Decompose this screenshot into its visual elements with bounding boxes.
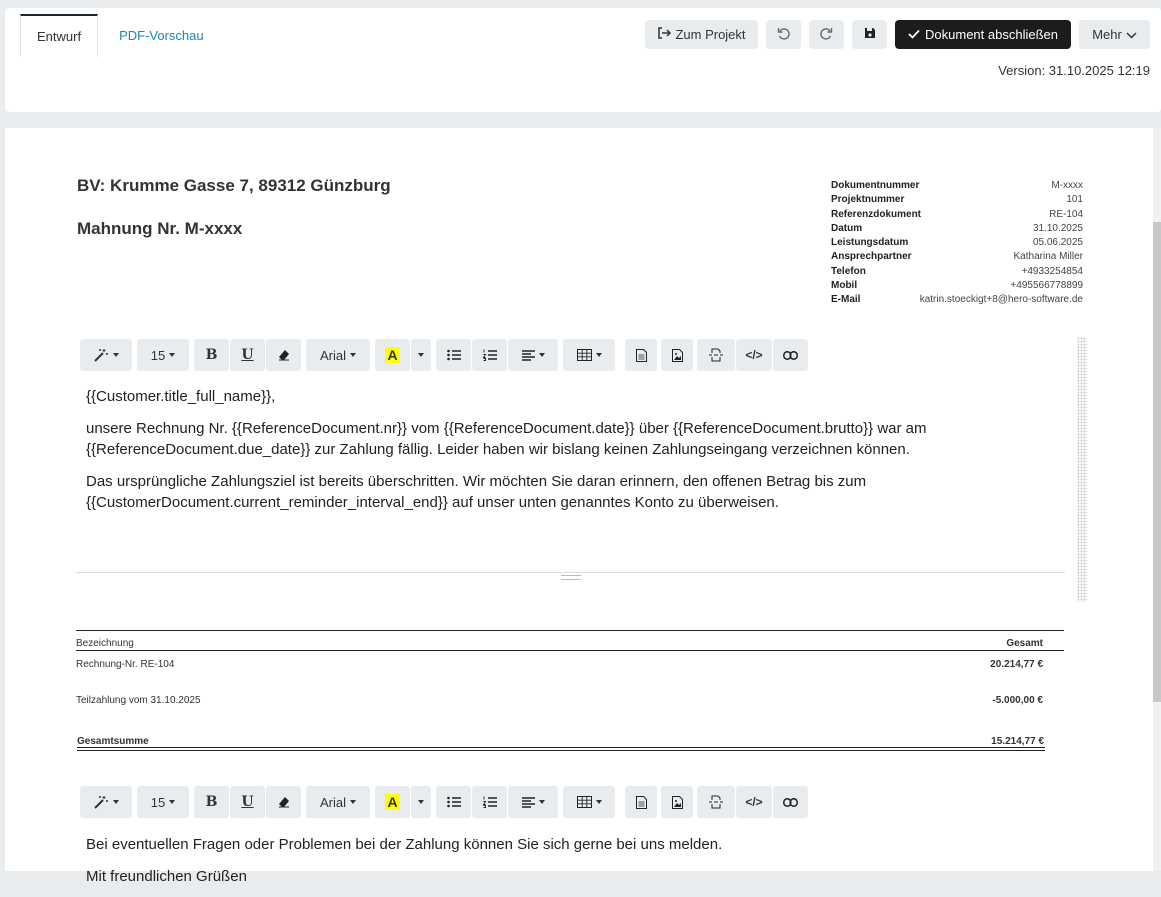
meta-row bbox=[831, 222, 1083, 236]
editor-resize-handle[interactable] bbox=[561, 575, 581, 580]
font-size-dropdown[interactable] bbox=[137, 339, 189, 371]
align-left-icon bbox=[522, 350, 535, 361]
source-code-button[interactable] bbox=[736, 339, 772, 371]
meta-row bbox=[831, 265, 1083, 279]
document-meta-table bbox=[831, 179, 1083, 308]
tab-draft-label: Entwurf bbox=[37, 29, 82, 44]
eraser-icon bbox=[278, 796, 290, 808]
table-icon bbox=[577, 349, 592, 361]
underline-button[interactable] bbox=[230, 786, 265, 818]
editor-paragraph: Bei eventuellen Fragen oder Problemen bei der Zahlung können Sie sich gerne bei uns melden. bbox=[86, 836, 723, 853]
page-break-icon bbox=[709, 795, 723, 809]
insert-document-button[interactable] bbox=[625, 786, 657, 818]
highlight-color-button[interactable] bbox=[375, 339, 410, 371]
sum-label: Gesamtsumme bbox=[77, 736, 149, 747]
highlight-color-icon: A bbox=[387, 794, 398, 810]
column-header-description: Bezeichnung bbox=[76, 638, 134, 649]
bullet-list-icon bbox=[447, 349, 461, 361]
editor-paragraph: {{Customer.title_full_name}}, bbox=[86, 388, 276, 405]
file-image-icon bbox=[672, 796, 683, 809]
bullet-list-button[interactable] bbox=[436, 339, 471, 371]
source-code-button[interactable] bbox=[736, 786, 772, 818]
sum-rule-bottom bbox=[77, 750, 1045, 751]
table-header-rule bbox=[76, 650, 1064, 651]
font-size-value: 15 bbox=[150, 794, 166, 810]
insert-document-button[interactable] bbox=[625, 339, 657, 371]
underline-icon: U bbox=[241, 347, 254, 363]
code-icon: </> bbox=[745, 348, 763, 362]
meta-row bbox=[831, 279, 1083, 293]
to-project-button[interactable] bbox=[645, 20, 758, 49]
table-row-description: Rechnung-Nr. RE-104 bbox=[76, 659, 175, 670]
align-left-icon bbox=[522, 797, 535, 808]
editor-resize-grip[interactable] bbox=[1077, 337, 1087, 602]
eraser-icon bbox=[278, 349, 290, 361]
meta-value: M-xxxx bbox=[1051, 180, 1083, 191]
eraser-button[interactable] bbox=[266, 339, 301, 371]
meta-value: +495566778899 bbox=[1010, 280, 1083, 292]
table-top-rule bbox=[76, 630, 1064, 631]
meta-key: Referenzdokument bbox=[831, 208, 922, 220]
redo-button[interactable] bbox=[809, 20, 844, 49]
closing-text-editor[interactable] bbox=[86, 834, 1046, 897]
bold-icon: B bbox=[205, 347, 218, 363]
bold-button[interactable] bbox=[194, 339, 229, 371]
insert-image-button[interactable] bbox=[661, 786, 693, 818]
chevron-down-icon bbox=[1126, 27, 1137, 42]
meta-row bbox=[831, 236, 1083, 250]
meta-row bbox=[831, 293, 1083, 307]
insert-link-button[interactable] bbox=[773, 339, 808, 371]
file-text-icon bbox=[636, 796, 647, 809]
sum-total: 15.214,77 € bbox=[991, 736, 1044, 747]
underline-icon: U bbox=[241, 794, 254, 810]
file-text-icon bbox=[636, 349, 647, 362]
floppy-disk-icon bbox=[864, 27, 876, 42]
more-menu-button[interactable] bbox=[1079, 20, 1150, 49]
link-icon bbox=[783, 798, 798, 807]
table-row-total: -5.000,00 € bbox=[992, 695, 1043, 706]
editor-paragraph: Das ursprüngliche Zahlungsziel ist bereits überschritten. Wir möchten Sie daran erinnern, den offenen Betrag bis zum {{CustomerDocument.current_reminder_interval_end}} auf unser unten genanntes Konto zu überweisen. bbox=[86, 472, 867, 511]
meta-value: katrin.stoeckigt+8@hero-software.de bbox=[919, 294, 1083, 306]
magic-wand-dropdown[interactable] bbox=[80, 339, 132, 371]
meta-key: Mobil bbox=[831, 280, 858, 292]
sign-out-icon bbox=[657, 27, 671, 42]
table-dropdown[interactable] bbox=[563, 339, 615, 371]
undo-button[interactable] bbox=[766, 20, 801, 49]
insert-link-button[interactable] bbox=[773, 786, 808, 818]
eraser-button[interactable] bbox=[266, 786, 301, 818]
tab-draft[interactable] bbox=[20, 14, 98, 57]
align-dropdown[interactable] bbox=[508, 339, 558, 371]
scrollbar-thumb[interactable] bbox=[1153, 222, 1161, 702]
font-size-value: 15 bbox=[150, 347, 166, 363]
numbered-list-icon bbox=[483, 349, 497, 361]
insert-page-break-button[interactable] bbox=[697, 786, 735, 818]
bold-button[interactable] bbox=[194, 786, 229, 818]
file-image-icon bbox=[672, 349, 683, 362]
save-button[interactable] bbox=[852, 20, 887, 49]
meta-value: 05.06.2025 bbox=[1032, 237, 1083, 249]
intro-text-editor[interactable] bbox=[86, 386, 1046, 524]
editor-paragraph: unsere Rechnung Nr. {{ReferenceDocument.nr}} vom {{ReferenceDocument.date}} über {{ReferenceDocument.brutto}} war am {{ReferenceDocument.due_date}} zur Zahlung fällig. Leider haben wir bislang keinen Zahlungseingang verzeichnen können. bbox=[86, 419, 927, 458]
meta-row bbox=[831, 208, 1083, 222]
meta-value: 31.10.2025 bbox=[1032, 222, 1083, 234]
undo-icon bbox=[777, 27, 790, 43]
highlight-color-dropdown[interactable] bbox=[411, 786, 431, 818]
numbered-list-button[interactable] bbox=[472, 339, 507, 371]
column-header-total: Gesamt bbox=[1006, 638, 1043, 649]
magic-wand-dropdown[interactable] bbox=[80, 786, 132, 818]
header-actions bbox=[645, 20, 1150, 49]
meta-key: Telefon bbox=[831, 265, 866, 277]
redo-icon bbox=[820, 27, 833, 43]
font-family-value: Arial bbox=[319, 794, 346, 810]
link-icon bbox=[783, 351, 798, 360]
bullet-list-icon bbox=[447, 796, 461, 808]
table-dropdown[interactable] bbox=[563, 786, 615, 818]
check-icon bbox=[908, 27, 920, 42]
version-label: Version: 31.10.2025 12:19 bbox=[998, 63, 1150, 78]
bullet-list-button[interactable] bbox=[436, 786, 471, 818]
highlight-color-button[interactable] bbox=[375, 786, 410, 818]
meta-key: Leistungsdatum bbox=[831, 237, 909, 249]
meta-key: E-Mail bbox=[831, 294, 861, 306]
meta-key: Projektnummer bbox=[831, 194, 905, 206]
magic-wand-icon bbox=[93, 795, 109, 809]
bold-icon: B bbox=[205, 794, 218, 810]
meta-row bbox=[831, 179, 1083, 193]
editor-paragraph: Mit freundlichen Grüßen bbox=[86, 867, 247, 885]
page-break-icon bbox=[709, 348, 723, 362]
meta-key: Dokumentnummer bbox=[831, 180, 920, 191]
editor-tabs bbox=[20, 14, 220, 57]
to-project-label: Zum Projekt bbox=[675, 27, 746, 42]
more-menu-label: Mehr bbox=[1092, 27, 1122, 42]
table-row-description: Teilzahlung vom 31.10.2025 bbox=[76, 695, 201, 706]
code-icon: </> bbox=[745, 795, 763, 809]
meta-value: RE-104 bbox=[1049, 208, 1083, 220]
highlight-color-icon: A bbox=[387, 347, 398, 363]
font-family-dropdown[interactable] bbox=[306, 339, 370, 371]
editor-bottom-border bbox=[76, 572, 1065, 573]
insert-page-break-button[interactable] bbox=[697, 339, 735, 371]
font-size-dropdown[interactable] bbox=[137, 786, 189, 818]
underline-button[interactable] bbox=[230, 339, 265, 371]
document-title: Mahnung Nr. M-xxxx bbox=[77, 219, 243, 238]
font-family-value: Arial bbox=[319, 347, 346, 363]
finish-document-label: Dokument abschließen bbox=[925, 27, 1058, 42]
numbered-list-button[interactable] bbox=[472, 786, 507, 818]
align-dropdown[interactable] bbox=[508, 786, 558, 818]
construction-site-heading: BV: Krumme Gasse 7, 89312 Günzburg bbox=[77, 176, 391, 195]
font-family-dropdown[interactable] bbox=[306, 786, 370, 818]
meta-value: +4933254854 bbox=[1021, 265, 1083, 277]
highlight-color-dropdown[interactable] bbox=[411, 339, 431, 371]
tab-pdf-preview-label: PDF-Vorschau bbox=[119, 28, 204, 43]
finish-document-button[interactable] bbox=[895, 20, 1071, 49]
meta-key: Datum bbox=[831, 222, 863, 234]
sum-rule-top bbox=[77, 747, 1045, 748]
table-icon bbox=[577, 796, 592, 808]
insert-image-button[interactable] bbox=[661, 339, 693, 371]
meta-value: 101 bbox=[1066, 194, 1083, 206]
table-row-total: 20.214,77 € bbox=[990, 659, 1043, 670]
meta-key: Ansprechpartner bbox=[831, 251, 912, 263]
meta-row bbox=[831, 193, 1083, 207]
magic-wand-icon bbox=[93, 348, 109, 362]
meta-row bbox=[831, 250, 1083, 264]
tab-pdf-preview[interactable] bbox=[98, 14, 220, 57]
numbered-list-icon bbox=[483, 796, 497, 808]
meta-value: Katharina Miller bbox=[1013, 251, 1083, 263]
